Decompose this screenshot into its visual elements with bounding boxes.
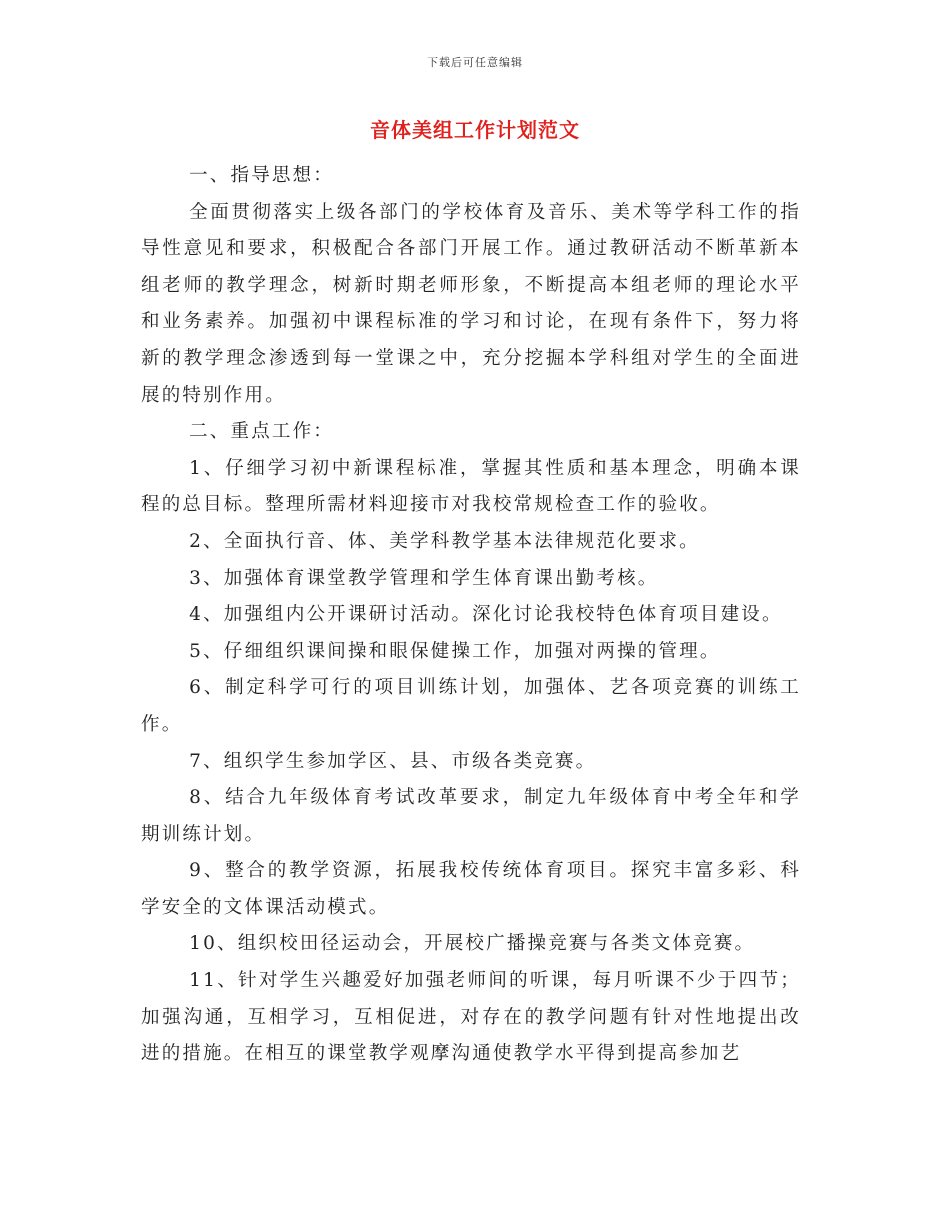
document-title: 音体美组工作计划范文 [370, 118, 580, 142]
list-item: 11、针对学生兴趣爱好加强老师间的听课，每月听课不少于四节；加强沟通，互相学习，互相促进，对存在的教学问题有针对性地提出改进的措施。在相互的课堂教学观摩沟通使教学水平得到提高参加艺 [141, 970, 801, 1065]
list-item: 2、全面执行音、体、美学科教学基本法律规范化要求。 [189, 530, 700, 552]
list-item: 3、加强体育课堂教学管理和学生体育课出勤考核。 [189, 567, 659, 589]
list-item: 1、仔细学习初中新课程标准，掌握其性质和基本理念，明确本课程的总目标。整理所需材料迎接市对我校常规检查工作的验收。 [141, 457, 801, 516]
list-item: 9、整合的教学资源，拓展我校传统体育项目。探究丰富多彩、科学安全的文体课活动模式。 [141, 860, 801, 918]
document-body [141, 158, 801, 1073]
list-item: 10、组织校田径运动会，开展校广播操竞赛与各类文体竞赛。 [189, 933, 756, 955]
list-item: 4、加强组内公开课研讨活动。深化讨论我校特色体育项目建设。 [189, 604, 783, 626]
paragraph: 全面贯彻落实上级各部门的学校体育及音乐、美术等学科工作的指导性意见和要求，积极配合各部门开展工作。通过教研活动不断革新本组老师的教学理念，树新时期老师形象，不断提高本组老师的理论水平和业务素养。加强初中课程标准的学习和讨论，在现有条件下，努力将新的教学理念渗透到每一堂课之中，充分挖掘本学科组对学生的全面进展的特别作用。 [141, 201, 801, 406]
list-item: 5、仔细组织课间操和眼保健操工作，加强对两操的管理。 [189, 640, 721, 662]
list-item: 7、组织学生参加学区、县、市级各类竞赛。 [189, 750, 597, 772]
section-heading-guiding-thought: 一、指导思想： [189, 165, 334, 186]
section-heading-key-work: 二、重点工作： [189, 421, 334, 443]
list-item: 8、结合九年级体育考试改革要求，制定九年级体育中考全年和学期训练计划。 [141, 787, 801, 845]
page-header-note: 下载后可任意编辑 [427, 56, 523, 69]
list-item: 6、制定科学可行的项目训练计划，加强体、艺各项竞赛的训练工作。 [141, 677, 801, 735]
